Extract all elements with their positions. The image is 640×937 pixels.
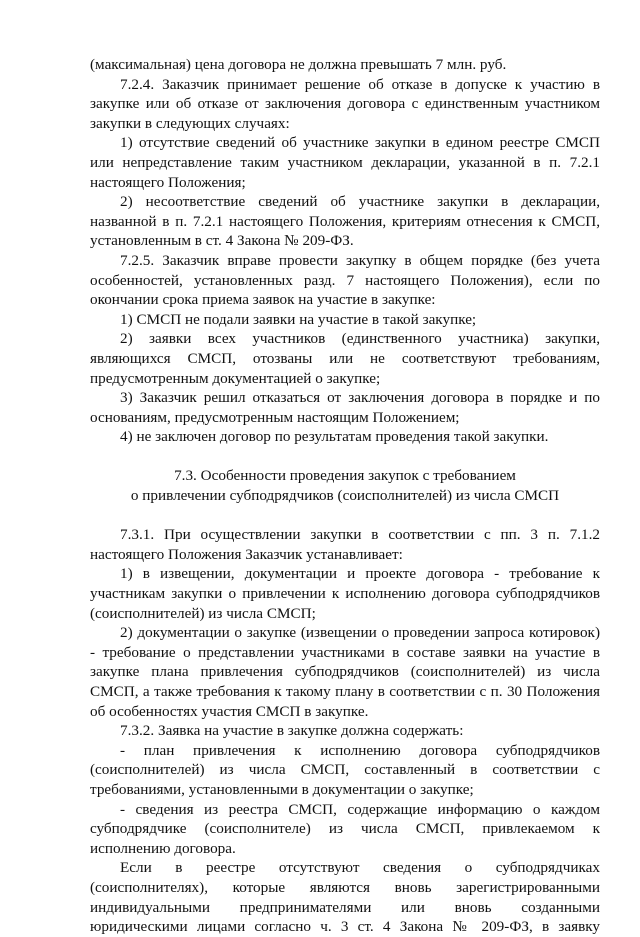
text-line: исполнению договора. (90, 839, 236, 857)
text-line: СМСП, а также требования к такому плану в соответствии с п. 30 Положения (90, 683, 600, 700)
text-line: настоящего Положения; (90, 173, 246, 191)
text-line: участникам закупки о привлечении к исполнению договора субподрядчиков (90, 585, 600, 603)
text-line: закупке или об отказе от заключения договора с единственным участником (90, 95, 600, 113)
text-line: установленным в ст. 4 Закона № 209-ФЗ. (90, 232, 354, 250)
list-item-2: 2) несоответствие сведений об участнике закупки в декларации, (120, 193, 600, 211)
text-line: закупки в следующих случаях: (90, 114, 290, 132)
list-item-1: 1) в извещении, документации и проекте договора - требование к (120, 565, 600, 583)
text-line: закупке плана привлечения субподрядчиков (соисполнителей) из числа (90, 663, 600, 681)
text-line: требованиями, установленными в документации о закупке; (90, 780, 474, 798)
section-heading (90, 466, 600, 505)
list-item-1: 1) отсутствие сведений об участнике закупки в едином реестре СМСП (120, 134, 600, 152)
text-line: настоящего Положения Заказчик устанавливает: (90, 545, 403, 563)
list-item-dash: - сведения из реестра СМСП, содержащие информацию о каждом (120, 800, 600, 818)
text-line: субподрядчике (соисполнителе) из числа СМСП, привлекаемом к (90, 820, 600, 838)
text-line: особенностей, установленных разд. 7 настоящего Положения), если по (90, 271, 600, 289)
text-line: индивидуальными предпринимателями или вновь созданными (90, 898, 600, 916)
list-item-4: 4) не заключен договор по результатам проведения такой закупки. (120, 428, 549, 446)
list-item-2: 2) документации о закупке (извещении о проведении запроса котировок) (120, 624, 600, 642)
text-line: являющихся СМСП, отозваны или не соответствуют требованиям, (90, 349, 600, 367)
paragraph-7-2-5: 7.2.5. Заказчик вправе провести закупку в общем порядке (без учета (120, 251, 600, 269)
list-item-1: 1) СМСП не подали заявки на участие в такой закупке; (120, 310, 477, 328)
spacer (90, 506, 600, 526)
text-line: (соисполнителях), которые являются вновь зарегистрированными (90, 878, 600, 896)
list-item-2: 2) заявки всех участников (единственного участника) закупки, (120, 330, 600, 348)
list-item-dash: - план привлечения к исполнению договора субподрядчиков (120, 741, 600, 759)
text-line: юридическими лицами согласно ч. 3 ст. 4 Закона № 209-ФЗ, в заявку (90, 918, 600, 936)
paragraph-7-3-2: 7.3.2. Заявка на участие в закупке должна содержать: (120, 722, 464, 740)
text-line: названной в п. 7.2.1 настоящего Положения, критериям отнесения к СМСП, (90, 212, 600, 230)
paragraph-7-2-4: 7.2.4. Заказчик принимает решение об отказе в допуске к участию в (120, 75, 600, 93)
text-line: или непредставление таким участником декларации, указанной в п. 7.2.1 (90, 153, 600, 171)
text-line: основаниям, предусмотренным настоящим Положением; (90, 408, 460, 426)
section-heading-line: о привлечении субподрядчиков (соисполнителей) из числа СМСП (130, 487, 560, 505)
text-line: предусмотренным документацией о закупке; (90, 369, 381, 387)
text-line: (максимальная) цена договора не должна превышать 7 млн. руб. (90, 56, 507, 73)
section-heading-line: 7.3. Особенности проведения закупок с требованием (174, 467, 516, 485)
text-line: (соисполнителей) из числа СМСП; (90, 604, 316, 622)
text-line: об особенностях участия СМСП в закупке. (90, 702, 369, 720)
spacer (90, 447, 600, 467)
text-line: (соисполнителей) из числа СМСП, составленный в соответствии с (90, 761, 600, 779)
text-line: окончании срока приема заявок на участие в закупке: (90, 291, 436, 309)
list-item-3: 3) Заказчик решил отказаться от заключения договора в порядке и по (120, 389, 600, 407)
text-line: - требование о представлении участниками в составе заявки на участие в (90, 643, 600, 661)
paragraph-7-3-1: 7.3.1. При осуществлении закупки в соответствии с пп. 3 п. 7.1.2 (120, 526, 600, 544)
paragraph-text: Если в реестре отсутствуют сведения о субподрядчиках (120, 859, 600, 877)
